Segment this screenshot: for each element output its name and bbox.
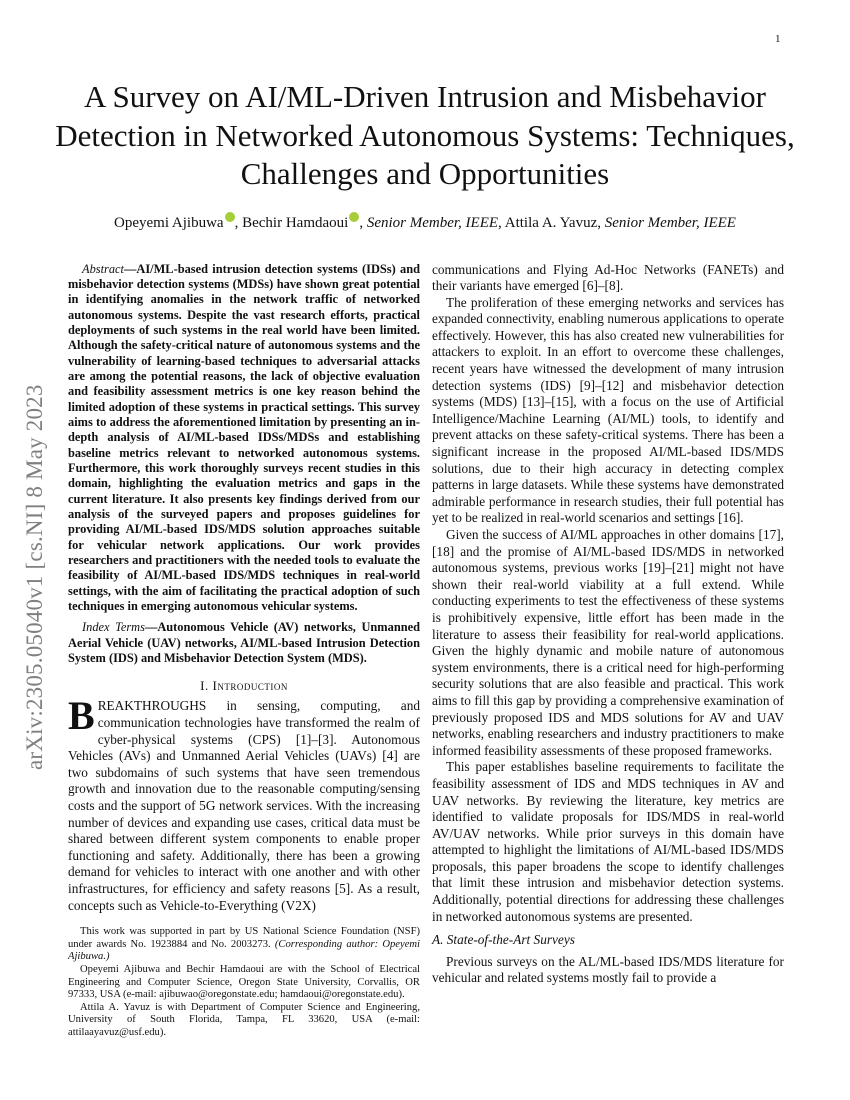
footnote-affiliation: Opeyemi Ajibuwa and Bechir Hamdaoui are with the School of Electrical Engineering and Computer Science, Oregon State University, Corvallis, OR 97333, USA (e-mail: ajibuwao@oregonstate.edu; hamdaoui@oregonstate.edu). (68, 963, 420, 1001)
arxiv-identifier: arXiv:2305.05040v1 [cs.NI] 8 May 2023 (22, 384, 47, 770)
author-role: Senior Member, IEEE (604, 214, 736, 231)
author-name: Bechir Hamdaoui (242, 214, 349, 231)
abstract-label: Abstract (82, 261, 124, 276)
separator: , (359, 214, 367, 231)
paper-title: A Survey on AI/ML-Driven Intrusion and Misbehavior Detection in Networked Autonomous Systems: Techniques, Challenges and Opportunities (55, 79, 795, 191)
footnote-funding (68, 926, 420, 964)
paragraph-text: REAKTHROUGHS in sensing, computing, and communication technologies have transformed the realm of cyber-physical systems (CPS) [1]–[3]. Autonomous Vehicles (AVs) and Unmanned Aerial Vehicles (UAVs) [4] are two subdomains of such systems that have seen tremendous growth and innovation due to the reasonable computing/sensing costs and the support of 5G network services. With the increasing number of devices and expanding use cases, critical data must be shared between different system components to enable proper functioning and safety. Additionally, there has been a growing demand for vehicles to interact with one another and with other infrastructures, for efficiency and safety reasons [5]. As a result, concepts such as Vehicle-to-Everything (V2X) (68, 698, 420, 913)
paragraph: Given the success of AI/ML approaches in other domains [17], [18] and the promise of AI/ML-based IDS/MDS in networked autonomous systems, previous works [19]–[21] might not have shown their real-world viability at a full extend. While conducting experiments to test the effectiveness of these systems is prohibitively expensive, little effort has been made in the literature to assess their feasibility for real-world applications. Given the highly dynamic and mobile nature of autonomous system environments, there is a critical need for high-performing security solutions that are also feasible and practical. This work aims to fill this gap by providing a comprehensive examination of previously proposed IDS and MDS solutions for AV and UAV networks, enabling researchers and industry practitioners to make informed feasibility assessments of these proposed frameworks. (432, 527, 784, 758)
two-column-body (68, 262, 784, 1040)
index-terms-label: Index Terms (82, 620, 145, 635)
orcid-icon[interactable] (349, 212, 359, 222)
paragraph (68, 693, 420, 914)
paragraph: The proliferation of these emerging networks and services has expanded connectivity, enabling numerous applications to operate effectively. However, this has also created new vulnerabilities for attackers to exploit. In an effort to overcome these challenges, recent years have witnessed the development of many intrusion detection systems (IDS) [9]–[12] and misbehavior detection systems (MDS) [13]–[15], with a focus on the use of Artificial Intelligence/Machine Learning (AI/ML) tools, to identify and prevent attacks on these safety-critical systems. There has been a significant increase in the proposed AI/ML-based IDS/MDS solutions, due to their high accuracy in detecting complex patterns in large datasets. While these systems have demonstrated admirable performance in research studies, their full potential has yet to be realized in real-world scenarios and settings [16]. (432, 294, 784, 526)
page-number: 1 (775, 33, 781, 45)
abstract-section (68, 262, 420, 667)
footnote-text: This work was supported in part by US National Science Foundation (NSF) under awards No. 1923884 and No. 2003273. (68, 926, 420, 950)
introduction-body (68, 693, 420, 914)
paragraph: This paper establishes baseline requirements to facilitate the feasibility assessment of IDS and MDS techniques in AV and UAV networks. By reviewing the literature, key metrics are identified to validate proposals for IDS/MDS in real-world AV/UAV networks. While prior surveys in this domain have attempted to highlight the limitations of AI/ML-based IDS/MDS proposals, this paper broadens the scope to identify challenges that limit these intrusion and misbehavior detection systems. Additionally, potential directions for addressing these challenges in networked autonomous systems are presented. (432, 759, 784, 924)
abstract-text: AI/ML-based intrusion detection systems (IDSs) and misbehavior detection systems (MDSs) have shown great potential in identifying anomalies in the network traffic of networked autonomous systems. Despite the vast research efforts, practical deployments of such systems in the real world have been limited. Although the safety-critical nature of autonomous systems and the vulnerability of learning-based techniques to adversarial attacks are among the potential reasons, the lack of objective evaluation and feasibility assessment metrics is one key reason behind the limited adoption of these systems in practical settings. This survey aims to address the aforementioned limitation by presenting an in-depth analysis of AI/ML-based IDSs/MDSs and establishing baseline metrics relevant to networked autonomous systems. Furthermore, this work thoroughly surveys recent studies in this domain, highlighting the evaluation metrics and gaps in the current literature. It also presents key findings derived from our analysis of the surveyed papers and proposes guidelines for providing AI/ML-based IDS/MDS solution approaches suitable for vehicular network applications. Our work provides researchers and practitioners with the needed tools to evaluate the feasibility of AI/ML-based IDS/MDS techniques in real-world settings, with the aim of facilitating the practical adoption of such techniques in emerging autonomous vehicular systems. (68, 261, 420, 614)
abstract (68, 262, 420, 615)
subsection-heading: A. State-of-the-Art Surveys (432, 932, 575, 948)
corresponding-author: (Corresponding author: Opeyemi Ajibuwa.) (68, 938, 420, 963)
dash: — (124, 261, 137, 276)
right-column-body (432, 262, 784, 988)
author-role: Senior Member, IEEE (366, 214, 499, 231)
footnote-affiliation: Attila A. Yavuz is with Department of Computer Science and Engineering, University of South Florida, Tampa, FL 33620, USA (e-mail: attilaayavuz@usf.edu). (68, 1001, 420, 1038)
separator: , (597, 214, 605, 231)
index-terms (68, 620, 420, 666)
separator: , (498, 214, 505, 231)
author-list (25, 212, 825, 232)
author-name: Attila A. Yavuz (504, 214, 598, 231)
author-name: Opeyemi Ajibuwa (114, 214, 224, 231)
paper-header (25, 78, 825, 232)
paragraph: Previous surveys on the AL/ML-based IDS/MDS literature for vehicular and related systems mostly fail to provide a (432, 953, 784, 986)
dash: — (144, 620, 158, 635)
separator: , (234, 214, 243, 231)
paragraph: communications and Flying Ad-Hoc Networks (FANETs) and their variants have emerged [6]–[8]. (432, 261, 784, 294)
left-column (68, 262, 420, 1040)
index-terms-text: Autonomous Vehicle (AV) networks, Unmanned Aerial Vehicle (UAV) networks, AI/ML-based Intrusion Detection System (IDS) and Misbehavior Detection System (MDS). (68, 620, 420, 666)
orcid-icon[interactable] (225, 212, 235, 222)
footnotes (68, 926, 420, 1039)
section-heading: I. Introduction (200, 678, 288, 694)
drop-cap: B (68, 693, 95, 739)
